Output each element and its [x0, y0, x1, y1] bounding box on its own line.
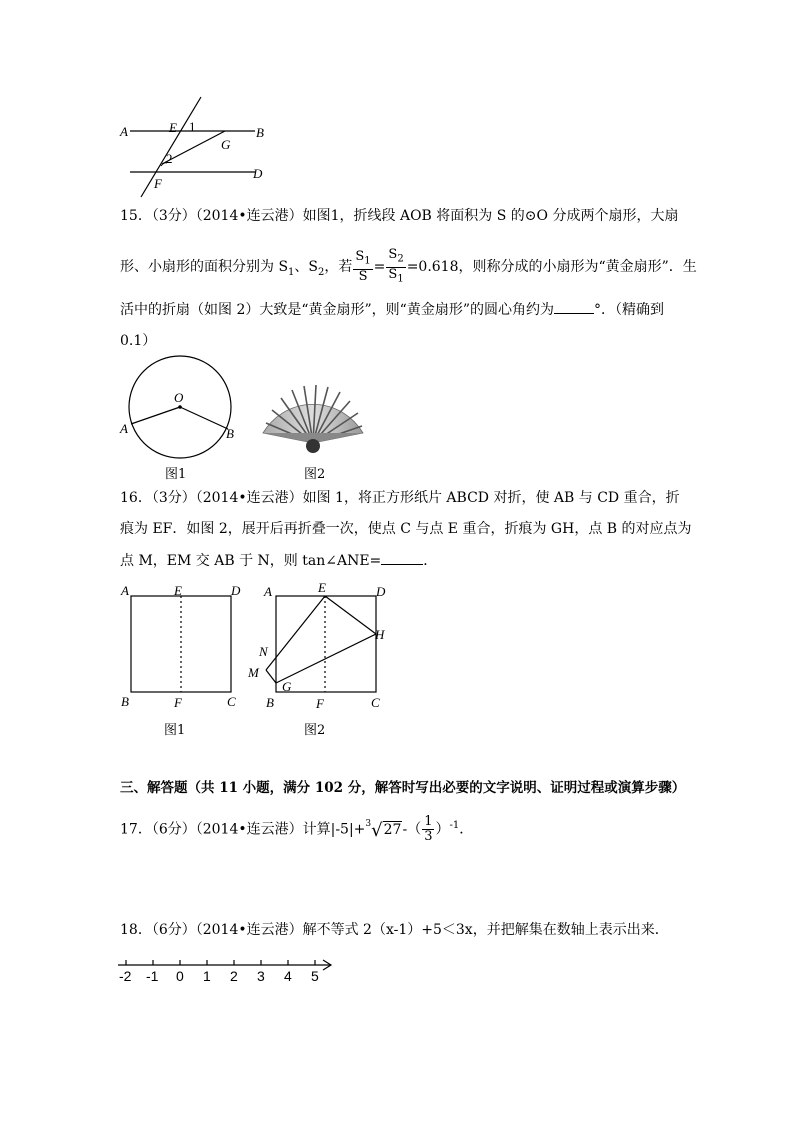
label-A: A	[264, 584, 272, 599]
label-C: C	[227, 694, 236, 709]
fraction-one-third: $\frac{1}{3}$	[424, 814, 433, 845]
label-G: G	[221, 137, 231, 152]
circle-figure	[125, 355, 240, 460]
label-2: 2	[166, 151, 173, 166]
label-A: A	[121, 583, 129, 598]
fraction-s2-over-s1: $\frac{S_2}{S_1}$	[388, 246, 404, 285]
fraction-s1-over-s: $\frac{S_1}{S}$	[355, 249, 371, 284]
folding-fan-image	[258, 378, 368, 458]
label-D: D	[231, 583, 241, 598]
parallel-lines-figure	[115, 92, 285, 202]
tick-label: 1	[203, 968, 211, 984]
answer-blank[interactable]	[554, 299, 594, 314]
square-figure-2	[260, 590, 385, 700]
label-E: E	[169, 120, 177, 135]
label-D: D	[253, 166, 263, 181]
q16-line3: 点 M，EM 交 AB 于 N，则 tan∠ANE= ．	[120, 550, 437, 571]
label-E: E	[318, 580, 326, 595]
figure-caption: 图1	[165, 467, 187, 482]
q15-line4: 0.1）	[120, 333, 157, 349]
label-A: A	[120, 124, 128, 139]
tick-label: -2	[119, 968, 132, 984]
q15-line3: 活中的折扇（如图 2）大致是“黄金扇形”，则“黄金扇形”的圆心角约为 °．（精确到	[120, 299, 664, 320]
label-B: B	[226, 426, 234, 441]
label-D: D	[376, 584, 386, 599]
square-figure-1	[125, 590, 240, 700]
tick-label: -1	[146, 968, 159, 984]
figure-caption: 图2	[304, 467, 326, 482]
label-B: B	[266, 695, 274, 710]
label-F: F	[316, 696, 324, 711]
radical-sign: √	[371, 819, 383, 841]
tick-label: 2	[230, 968, 238, 984]
tick-label: 0	[176, 968, 184, 984]
q16-line2: 痕为 EF．如图 2，展开后再折叠一次，使点 C 与点 E 重合，折痕为 GH，点 B 的对应点为	[120, 521, 692, 537]
label-O: O	[174, 390, 184, 405]
label-H: H	[375, 627, 385, 642]
label-M: M	[248, 665, 259, 680]
label-C: C	[371, 695, 380, 710]
label-E: E	[174, 583, 182, 598]
label-B: B	[256, 125, 264, 140]
label-A: A	[120, 421, 128, 436]
label-B: B	[121, 694, 129, 709]
q18-line: 18．（6分）（2014•连云港）解不等式 2（x-1）+5＜3x，并把解集在数轴上表示出来．	[120, 922, 669, 938]
tick-label: 3	[257, 968, 265, 984]
q17-line: 17．（6分）（2014•连云港）计算|-5|+$^3$√27-（ $\frac{1}{3}$ ）$^{-1}$．	[120, 814, 474, 845]
q16-line1: 16．（3分）（2014•连云港）如图 1，将正方形纸片 ABCD 对折，使 AB 与 CD 重合，折	[120, 490, 680, 506]
label-G: G	[282, 679, 292, 694]
q15-line2: 形、小扇形的面积分别为 $S_1$、$S_2$，若 $\frac{S_1}{S}$ = $\frac{S_2}{S_1}$ =0.618，则称分成的小扇形为“黄金扇形”．生	[120, 246, 697, 285]
figure-caption: 图2	[304, 723, 326, 738]
figure-caption: 图1	[164, 723, 186, 738]
label-F: F	[154, 176, 162, 191]
q15-line1: 15．（3分）（2014•连云港）如图1，折线段 AOB 将面积为 S 的⊙O 分成两个扇形，大扇	[120, 208, 679, 224]
label-F: F	[174, 695, 182, 710]
tick-label: 4	[284, 968, 292, 984]
label-N: N	[259, 644, 268, 659]
section-title: 三、解答题（共 11 小题，满分 102 分，解答时写出必要的文字说明、证明过程或演算步骤）	[120, 780, 686, 796]
label-1: 1	[189, 119, 196, 134]
tick-label: 5	[311, 968, 319, 984]
answer-blank[interactable]	[381, 550, 423, 565]
